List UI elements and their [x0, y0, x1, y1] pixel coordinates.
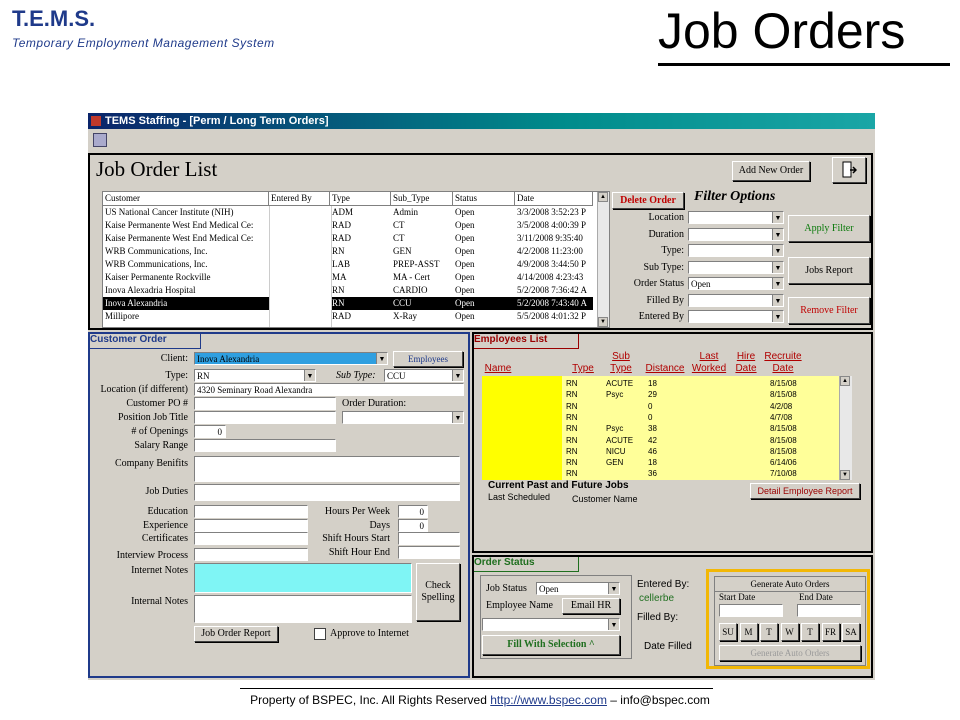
brand-subtitle: Temporary Employment Management System — [12, 36, 275, 50]
table-cell: Open — [455, 220, 475, 230]
filter-label: Type: — [661, 245, 684, 256]
day-toggle[interactable]: T — [801, 623, 819, 641]
chevron-down-icon[interactable]: ▼ — [772, 311, 783, 322]
chevron-down-icon[interactable]: ▼ — [304, 370, 315, 381]
start-date-label: Start Date — [719, 592, 756, 602]
chevron-down-icon[interactable]: ▼ — [772, 262, 783, 273]
table-cell: Open — [455, 246, 475, 256]
duties-input[interactable] — [194, 484, 460, 501]
employees-history-button[interactable]: Employees — [393, 351, 463, 367]
order-status-panel — [472, 555, 873, 678]
employee-cell: RN — [566, 458, 578, 468]
table-cell: Inova Alexandria — [105, 298, 168, 308]
table-cell: WRB Communications, Inc. — [105, 259, 208, 269]
table-cell: Open — [455, 207, 475, 217]
internet-notes-label: Internet Notes — [131, 565, 188, 576]
salary-input[interactable] — [194, 439, 336, 452]
table-cell: RAD — [332, 220, 352, 230]
hours-value: 0 — [419, 507, 424, 517]
chevron-down-icon[interactable]: ▼ — [452, 412, 463, 423]
table-row[interactable] — [103, 310, 593, 323]
table-cell: Open — [455, 233, 475, 243]
auto-orders-box — [714, 576, 866, 666]
job-order-list-panel — [88, 153, 873, 330]
table-cell: MA - Cert — [393, 272, 430, 282]
table-row[interactable] — [103, 258, 593, 271]
title-underline — [658, 63, 950, 66]
col-subtype[interactable]: Sub_Type — [391, 192, 453, 205]
order-duration-label: Order Duration: — [342, 398, 407, 409]
approve-label: Approve to Internet — [330, 628, 409, 639]
subtype-label: Sub Type: — [336, 370, 376, 381]
employee-cell: 38 — [648, 424, 657, 434]
check-spelling-label: Check Spelling — [421, 580, 455, 603]
tab-order-status[interactable]: Order Status — [474, 557, 579, 572]
internet-notes-input[interactable] — [194, 563, 412, 593]
table-cell: 4/9/2008 3:44:50 P — [517, 259, 587, 269]
employee-cell: RN — [566, 412, 578, 422]
certificates-input[interactable] — [194, 532, 308, 545]
last-scheduled-label: Last Scheduled — [488, 492, 551, 502]
start-date-input[interactable] — [719, 604, 783, 617]
tab-employees-list[interactable]: Employees List — [474, 334, 579, 349]
check-spelling-button[interactable] — [416, 563, 460, 621]
table-cell: Kaise Permanente West End Medical Ce: — [105, 233, 254, 243]
shift-start-input[interactable] — [398, 532, 460, 545]
form-view-icon[interactable] — [93, 133, 107, 147]
employee-cell: 8/15/08 — [770, 446, 797, 456]
chevron-down-icon[interactable]: ▼ — [376, 353, 387, 364]
end-date-label: End Date — [799, 592, 833, 602]
po-label: Customer PO # — [126, 398, 188, 409]
filter-options-title: Filter Options — [694, 189, 776, 204]
jobs-report-button[interactable]: Jobs Report — [788, 257, 870, 284]
employee-cell: 8/15/08 — [770, 424, 797, 434]
job-status-select[interactable] — [536, 582, 620, 595]
employee-cell: 18 — [648, 458, 657, 468]
entered-by-label: Entered By: — [637, 579, 690, 590]
job-status-value: Open — [539, 584, 559, 594]
chevron-down-icon[interactable]: ▼ — [608, 583, 619, 594]
employee-cell: RN — [566, 401, 578, 411]
filter-select[interactable] — [688, 294, 784, 307]
table-cell: CCU — [393, 298, 412, 308]
employee-column-header[interactable]: Name — [484, 363, 512, 374]
add-new-order-button[interactable]: Add New Order — [732, 161, 810, 181]
filter-label: Entered By — [638, 311, 684, 322]
filter-select[interactable] — [688, 261, 784, 274]
current-jobs-title: Current Past and Future Jobs — [488, 480, 629, 491]
list-item[interactable] — [482, 423, 842, 434]
employee-column-header[interactable]: Last Worked — [691, 351, 727, 374]
shift-end-input[interactable] — [398, 546, 460, 559]
table-cell: 4/14/2008 4:23:43 — [517, 272, 584, 282]
table-cell: RN — [332, 298, 345, 308]
entered-by-value: cellerbe — [639, 593, 675, 604]
col-status[interactable]: Status — [453, 192, 515, 205]
table-row[interactable] — [103, 297, 593, 310]
col-type[interactable]: Type — [330, 192, 391, 205]
customer-name-label: Customer Name — [572, 494, 638, 504]
list-item[interactable] — [482, 446, 842, 457]
employee-cell: 18 — [648, 379, 657, 388]
remove-filter-button[interactable]: Remove Filter — [788, 297, 870, 324]
hours-input[interactable] — [398, 505, 428, 518]
employee-cell: 7/10/08 — [770, 469, 797, 479]
employee-cell: 46 — [648, 446, 657, 456]
list-item[interactable] — [482, 389, 842, 400]
table-row[interactable] — [103, 206, 593, 219]
employee-cell: 6/14/06 — [770, 458, 797, 468]
location-input[interactable]: 4320 Seminary Road Alexandra — [194, 383, 464, 396]
employee-column-header[interactable]: Type — [572, 363, 594, 374]
list-item[interactable] — [482, 401, 842, 412]
table-cell: CT — [393, 233, 405, 243]
chevron-down-icon[interactable]: ▼ — [452, 370, 463, 381]
exit-door-icon — [841, 161, 857, 179]
list-item[interactable] — [482, 435, 842, 446]
app-icon — [91, 116, 101, 126]
client-value: Inova Alexandria — [197, 354, 260, 364]
hours-label: Hours Per Week — [324, 506, 390, 517]
po-input[interactable] — [194, 397, 336, 410]
day-buttons — [719, 623, 865, 641]
employee-cell: 8/15/08 — [770, 379, 797, 388]
employee-column-header[interactable]: Recruite Date — [764, 351, 802, 374]
window-titlebar — [88, 113, 875, 129]
apply-filter-button[interactable]: Apply Filter — [788, 215, 870, 242]
internal-notes-input[interactable] — [194, 595, 412, 623]
table-row[interactable] — [103, 245, 593, 258]
interview-label: Interview Process — [116, 550, 188, 561]
duties-label: Job Duties — [145, 486, 188, 497]
table-cell: RN — [332, 285, 345, 295]
scroll-up-icon[interactable]: ▲ — [598, 192, 608, 202]
employee-cell: ACUTE — [606, 379, 634, 388]
generate-auto-orders-button[interactable]: Generate Auto Orders — [719, 645, 861, 661]
fill-with-selection-button[interactable]: Fill With Selection ^ — [482, 635, 620, 655]
openings-label: # of Openings — [131, 426, 188, 437]
approve-checkbox[interactable] — [314, 628, 326, 640]
days-input[interactable] — [398, 519, 428, 532]
employee-cell: 8/15/08 — [770, 435, 797, 445]
table-cell: 3/3/2008 3:52:23 P — [517, 207, 587, 217]
footer-text: Property of BSPEC, Inc. All Rights Reserved — [250, 693, 487, 707]
employee-cell: RN — [566, 390, 578, 400]
col-customer[interactable]: Customer — [103, 192, 269, 205]
filter-select[interactable] — [688, 228, 784, 241]
table-cell: Open — [455, 311, 475, 321]
employee-cell: 0 — [648, 412, 653, 422]
day-toggle[interactable]: T — [760, 623, 778, 641]
employee-cell: RN — [566, 435, 578, 445]
employee-cell: 36 — [648, 469, 657, 479]
detail-employee-report-button[interactable]: Detail Employee Report — [750, 483, 860, 499]
table-cell: Kaise Permanente West End Medical Ce: — [105, 220, 254, 230]
employee-cell: ACUTE — [606, 435, 634, 445]
table-cell: PREP-ASST — [393, 259, 440, 269]
table-cell: ADM — [332, 207, 354, 217]
table-row[interactable] — [103, 284, 593, 297]
customer-order-panel — [88, 332, 470, 678]
table-cell: Open — [455, 272, 475, 282]
table-cell: US National Cancer Institute (NIH) — [105, 207, 234, 217]
employee-cell: 0 — [648, 401, 653, 411]
table-row[interactable] — [103, 232, 593, 245]
table-cell: WRB Communications, Inc. — [105, 246, 208, 256]
date-filled-label: Date Filled — [644, 641, 692, 652]
table-cell: 5/2/2008 7:43:40 A — [517, 298, 588, 308]
employee-cell: GEN — [606, 458, 624, 468]
openings-input[interactable] — [194, 425, 226, 438]
job-status-label: Job Status — [486, 583, 527, 594]
email-hr-button[interactable]: Email HR — [562, 598, 620, 614]
education-label: Education — [147, 506, 188, 517]
employee-name-label: Employee Name — [486, 600, 553, 611]
filter-select[interactable] — [688, 310, 784, 323]
shift-start-label: Shift Hours Start — [322, 533, 390, 544]
table-cell: Millipore — [105, 311, 139, 321]
job-orders-table[interactable] — [102, 191, 610, 328]
table-cell: CT — [393, 220, 405, 230]
position-label: Position Job Title — [117, 412, 188, 423]
benefits-input[interactable] — [194, 456, 460, 482]
employee-column-header[interactable]: Hire Date — [735, 351, 757, 374]
table-cell: RN — [332, 246, 345, 256]
employee-column-header[interactable]: Sub Type — [610, 351, 632, 374]
list-item[interactable] — [482, 378, 842, 389]
job-table-header — [103, 192, 593, 206]
experience-input[interactable] — [194, 519, 308, 532]
delete-order-button[interactable]: Delete Order — [612, 192, 684, 209]
employee-cell: 42 — [648, 435, 657, 445]
interview-input[interactable] — [194, 548, 308, 561]
table-cell: MA — [332, 272, 347, 282]
type-label: Type: — [165, 370, 188, 381]
page-title: Job Orders — [658, 3, 906, 59]
employee-cell: 4/7/08 — [770, 412, 793, 422]
footer-rule — [240, 688, 713, 689]
employees-grid[interactable] — [482, 376, 852, 480]
employee-cell: RN — [566, 446, 578, 456]
filter-label: Order Status — [633, 278, 684, 289]
footer-email: – info@bspec.com — [610, 693, 710, 707]
col-entered-by[interactable]: Entered By — [269, 192, 330, 205]
scroll-up-icon[interactable]: ▲ — [840, 376, 850, 386]
employee-cell: 4/2/08 — [770, 401, 793, 411]
table-cell: Open — [455, 285, 475, 295]
employee-cell: 29 — [648, 390, 657, 400]
openings-value: 0 — [217, 427, 222, 437]
footer — [0, 693, 960, 707]
type-select[interactable] — [194, 369, 316, 382]
day-toggle[interactable]: FR — [822, 623, 840, 641]
filter-value: Open — [691, 279, 711, 289]
days-value: 0 — [419, 521, 424, 531]
table-row[interactable] — [103, 271, 593, 284]
chevron-down-icon[interactable]: ▼ — [772, 212, 783, 223]
day-toggle[interactable]: M — [740, 623, 758, 641]
employee-cell: Psyc — [606, 390, 624, 400]
table-cell: 5/5/2008 4:01:32 P — [517, 311, 587, 321]
window-title: TEMS Staffing - [Perm / Long Term Orders] — [105, 115, 329, 127]
table-cell: GEN — [393, 246, 412, 256]
filter-label: Sub Type: — [643, 261, 684, 273]
day-toggle[interactable]: SU — [719, 623, 737, 641]
education-input[interactable] — [194, 505, 308, 518]
window-toolbar — [88, 129, 875, 151]
end-date-input[interactable] — [797, 604, 861, 617]
filter-label: Duration — [648, 228, 684, 240]
day-toggle[interactable]: W — [781, 623, 799, 641]
scroll-down-icon[interactable]: ▼ — [598, 317, 608, 327]
table-cell: X-Ray — [393, 311, 417, 321]
chevron-down-icon[interactable]: ▼ — [772, 295, 783, 306]
list-item[interactable] — [482, 468, 842, 479]
chevron-down-icon[interactable]: ▼ — [772, 229, 783, 240]
benefits-label: Company Benifits — [114, 458, 188, 469]
day-toggle[interactable]: SA — [842, 623, 860, 641]
employee-cell: RN — [566, 469, 578, 479]
table-cell: LAB — [332, 259, 350, 269]
employees-panel — [472, 332, 873, 553]
table-cell: RAD — [332, 233, 352, 243]
filter-select[interactable] — [688, 277, 784, 290]
shift-end-label: Shift Hour End — [328, 547, 390, 558]
list-item[interactable] — [482, 457, 842, 468]
client-label: Client: — [160, 353, 188, 364]
table-row[interactable] — [103, 219, 593, 232]
filled-by-label: Filled By: — [637, 612, 679, 623]
employees-scrollbar[interactable] — [839, 376, 852, 480]
table-cell: 4/2/2008 11:23:00 — [517, 246, 583, 256]
days-label: Days — [369, 520, 390, 531]
filter-select[interactable] — [688, 211, 784, 224]
experience-label: Experience — [143, 520, 188, 531]
table-cell: Admin — [393, 207, 419, 217]
tab-customer-order[interactable]: Customer Order — [90, 334, 201, 349]
app-window — [88, 113, 875, 680]
subtype-select[interactable] — [384, 369, 464, 382]
chevron-down-icon[interactable]: ▼ — [772, 245, 783, 256]
table-cell: 3/11/2008 9:35:40 — [517, 233, 583, 243]
filter-select[interactable] — [688, 244, 784, 257]
employee-cell: 8/15/08 — [770, 390, 797, 400]
employee-cell: RN — [566, 379, 578, 388]
internal-notes-label: Internal Notes — [131, 596, 188, 607]
order-duration-select[interactable] — [342, 411, 464, 424]
client-select[interactable] — [194, 352, 388, 365]
col-date[interactable]: Date — [515, 192, 593, 205]
filter-label: Filled By — [646, 294, 684, 306]
table-cell: 5/2/2008 7:36:42 A — [517, 285, 588, 295]
certificates-label: Certificates — [141, 533, 188, 544]
employee-name-select[interactable] — [482, 618, 620, 631]
table-cell: RAD — [332, 311, 352, 321]
salary-label: Salary Range — [134, 440, 188, 451]
employee-column-header[interactable]: Distance — [645, 363, 685, 374]
scroll-down-icon[interactable]: ▼ — [840, 470, 850, 480]
employee-cell: RN — [566, 424, 578, 434]
job-order-list-heading: Job Order List — [96, 157, 218, 181]
table-cell: 3/5/2008 4:00:39 P — [517, 220, 587, 230]
type-value: RN — [197, 371, 210, 381]
table-cell: Open — [455, 259, 475, 269]
job-table-scrollbar[interactable] — [597, 192, 609, 327]
employee-cell: NICU — [606, 446, 626, 456]
auto-orders-title: Generate Auto Orders — [750, 579, 830, 589]
chevron-down-icon[interactable]: ▼ — [608, 619, 619, 630]
brand-title: T.E.M.S. — [12, 6, 96, 31]
footer-link[interactable]: http://www.bspec.com — [490, 693, 607, 707]
location-label: Location (if different) — [100, 384, 188, 395]
list-item[interactable] — [482, 412, 842, 423]
table-cell: CARDIO — [393, 285, 428, 295]
exit-button[interactable] — [832, 157, 866, 183]
chevron-down-icon[interactable]: ▼ — [772, 278, 783, 289]
position-input[interactable] — [194, 411, 336, 424]
job-order-report-button[interactable]: Job Order Report — [194, 626, 278, 642]
filter-label: Location — [648, 212, 684, 223]
employee-cell: Psyc — [606, 424, 624, 434]
table-cell: Kaiser Permanente Rockville — [105, 272, 211, 282]
table-cell: Inova Alexadria Hospital — [105, 285, 196, 295]
entered-by-column-blank — [269, 206, 332, 327]
subtype-value: CCU — [387, 371, 406, 381]
table-cell: Open — [455, 298, 475, 308]
